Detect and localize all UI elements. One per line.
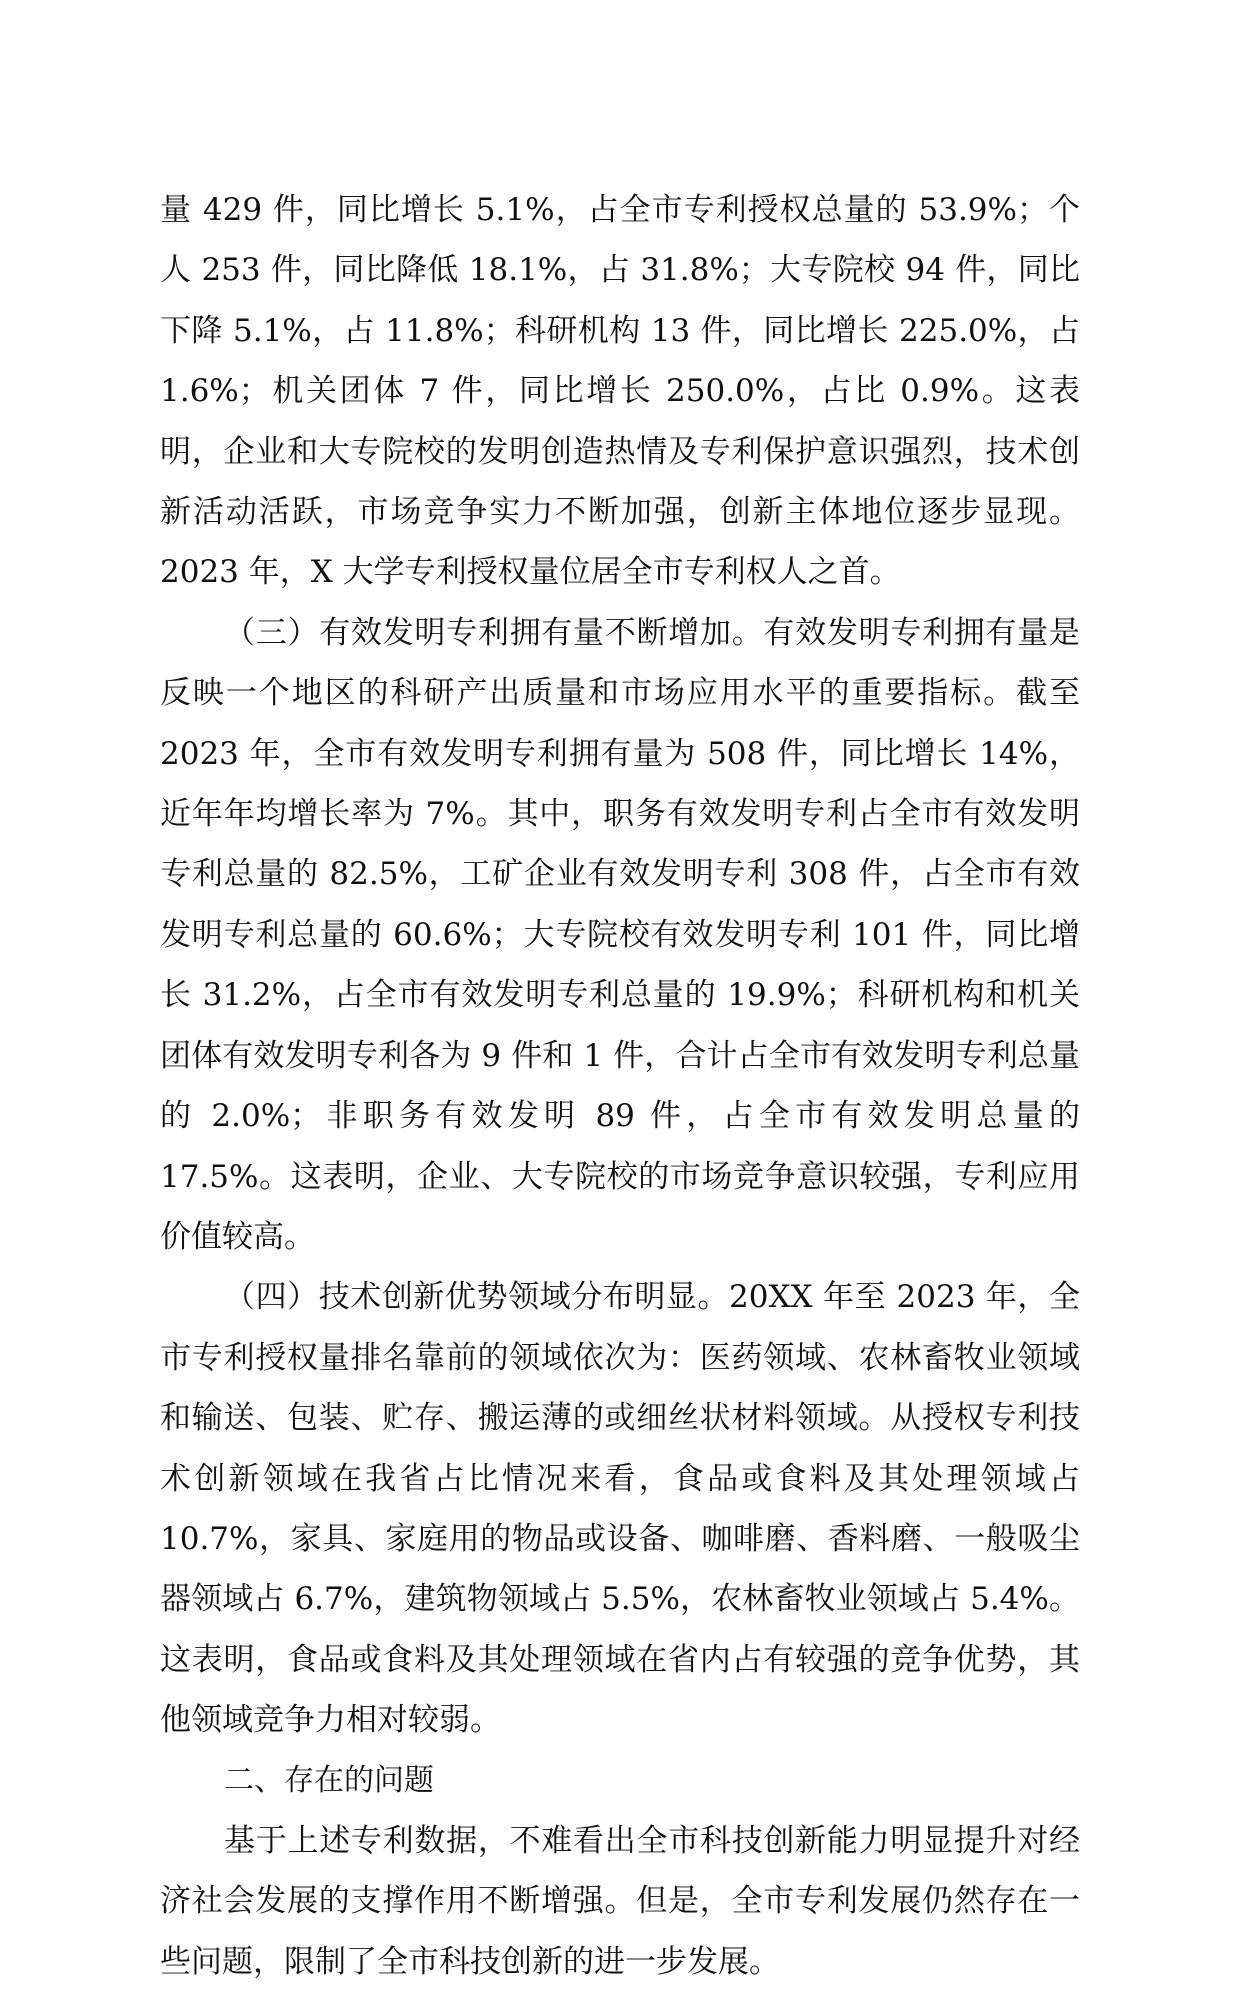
paragraph-problems-intro: 基于上述专利数据，不难看出全市科技创新能力明显提升对经济社会发展的支撑作用不断增强。但是，全市专利发展仍然存在一些问题，限制了全市科技创新的进一步发展。 — [160, 1822, 1080, 1980]
section-4-body: 20XX 年至 2023 年，全市专利授权量排名靠前的领域依次为：医药领域、农林畜牧业领域和输送、包装、贮存、搬运薄的或细丝状材料领域。从授权专利技术创新领域在我省占比情况来看，食品或食料及其处理领域占 10.7%，家具、家庭用的物品或设备、咖啡磨、香料磨、一般吸尘器领域占 6.7%，建筑物领域占 5.5%，农林畜牧业领域占 5.4%。这表明，食品或食料及其处理领域在省内占有较强的竞争优势，其他领域竞争力相对较弱。 — [160, 1279, 1080, 1739]
section-3-body: 有效发明专利拥有量是反映一个地区的科研产出质量和市场应用水平的重要指标。截至 2023 年，全市有效发明专利拥有量为 508 件，同比增长 14%，近年年均增长率为 7%。其中，职务有效发明专利占全市有效发明专利总量的 82.5%，工矿企业有效发明专利 308 件，占全市有效发明专利总量的 60.6%；大专院校有效发明专利 101 件，同比增长 31.2%，占全市有效发明专利总量的 19.9%；科研机构和机关团体有效发明专利各为 9 件和 1 件，合计占全市有效发明专利总量的 2.0%；非职务有效发明 89 件，占全市有效发明总量的 17.5%。这表明，企业、大专院校的市场竞争意识较强，专利应用价值较高。 — [160, 614, 1080, 1255]
paragraph-enterprise-share: 量 429 件，同比增长 5.1%，占全市专利授权总量的 53.9%；个人 253 件，同比降低 18.1%，占 31.8%；大专院校 94 件，同比下降 5.1%，占 11.8%；科研机构 13 件，同比增长 225.0%，占 1.6%；机关团体 7 件，同比增长 250.0%，占比 0.9%。这表明，企业和大专院校的发明创造热情及专利保护意识强烈，技术创新活动活跃，市场竞争实力不断加强，创新主体地位逐步显现。2023 年，X 大学专利授权量位居全市专利权人之首。 — [160, 192, 1080, 591]
section-heading-problems: 二、存在的问题 — [224, 1762, 434, 1798]
section-4-title: （四）技术创新优势领域分布明显。 — [224, 1279, 730, 1316]
paragraph-advantage-fields — [160, 1267, 1080, 1750]
paragraph-effective-patents — [160, 603, 1080, 1267]
document-page — [160, 180, 1080, 1992]
section-3-title: （三）有效发明专利拥有量不断增加。 — [224, 614, 764, 651]
